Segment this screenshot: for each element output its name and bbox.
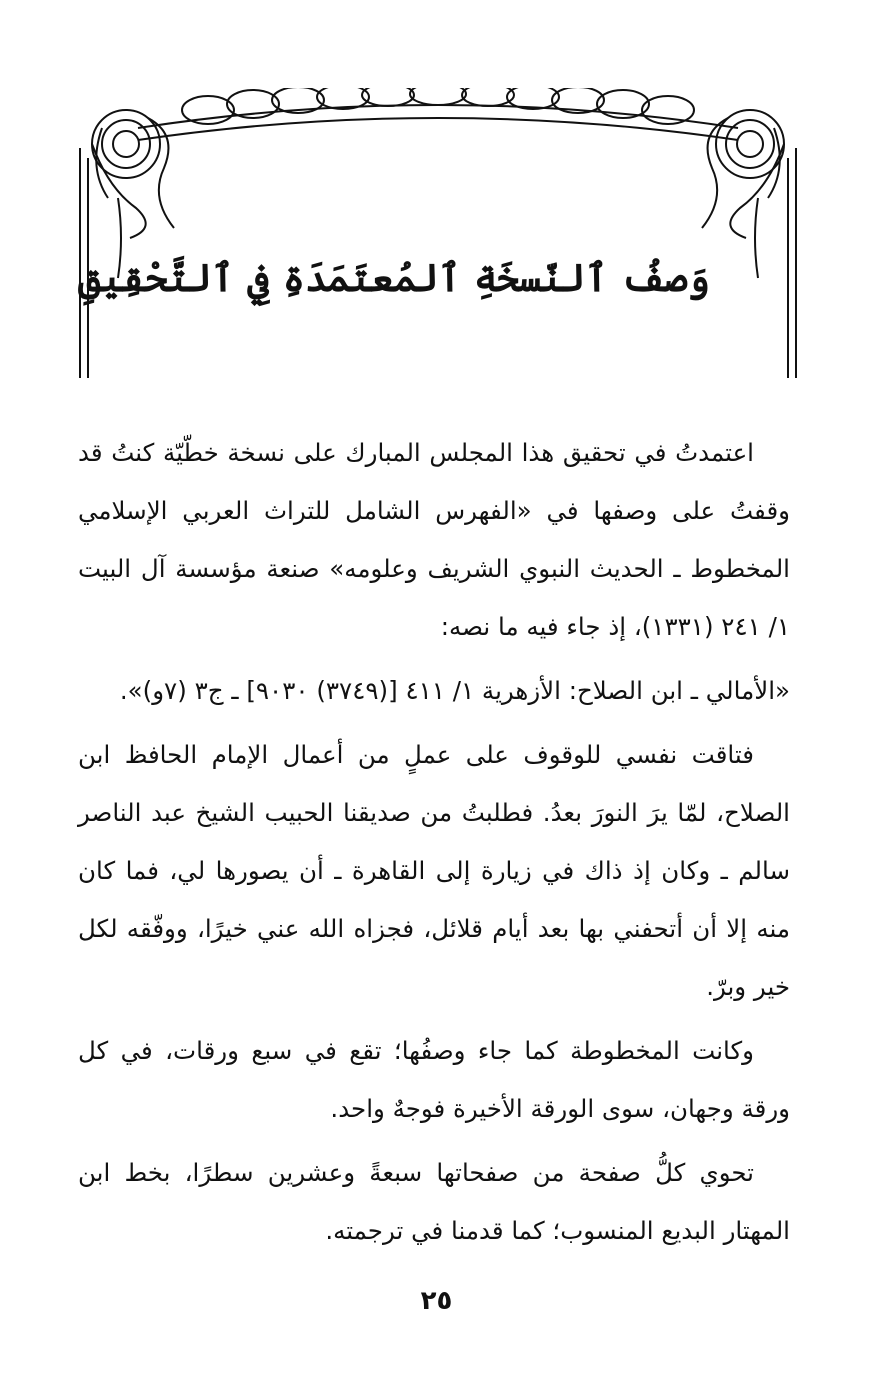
paragraph: فتاقت نفسي للوقوف على عملٍ من أعمال الإمام الحافظ ابن الصلاح، لمّا يرَ النورَ بعدُ. فطلبتُ من صديقنا الحبيب الشيخ عبد الناصر سالم ـ وكان إذ ذاك في زيارة إلى القاهرة ـ أن يصورها لي، فما كان منه إلا أن أتحفني بها بعد أيام قلائل، فجزاه الله عني خيرًا، ووفّقه لكل خير وبرّ. [78,740,790,1001]
quotation-paragraph: «الأمالي ـ ابن الصلاح: الأزهرية ١/ ٤١١ [(٣٧٤٩) ٩٠٣٠] ـ ج٣ (٧و)». [119,676,790,705]
page-number: ٢٥ [420,1286,453,1316]
page-title: وَصفُ ٱلنّسخَةِ ٱلمُعتَمَدَةِ فِي ٱلتَّحْقِيقِ [78,255,710,300]
knotwork-border-icon [78,88,798,378]
paragraph: تحوي كلُّ صفحة من صفحاتها سبعةً وعشرين سطرًا، بخط ابن المهتار البديع المنسوب؛ كما قدمنا في ترجمته. [78,1158,790,1245]
ornamental-header-frame [78,88,798,378]
paragraph: وكانت المخطوطة كما جاء وصفُها؛ تقع في سبع ورقات، في كل ورقة وجهان، سوى الورقة الأخيرة فوجهٌ واحد. [78,1036,790,1123]
paragraph: اعتمدتُ في تحقيق هذا المجلس المبارك على نسخة خطّيّة كنتُ قد وقفتُ على وصفها في «الفهرس الشامل للتراث العربي الإسلامي المخطوط ـ الحديث النبوي الشريف وعلومه» صنعة مؤسسة آل البيت ١/ ٢٤١ (١٣٣١)، إذ جاء فيه ما نصه: [78,438,790,641]
body-text [78,424,790,1266]
